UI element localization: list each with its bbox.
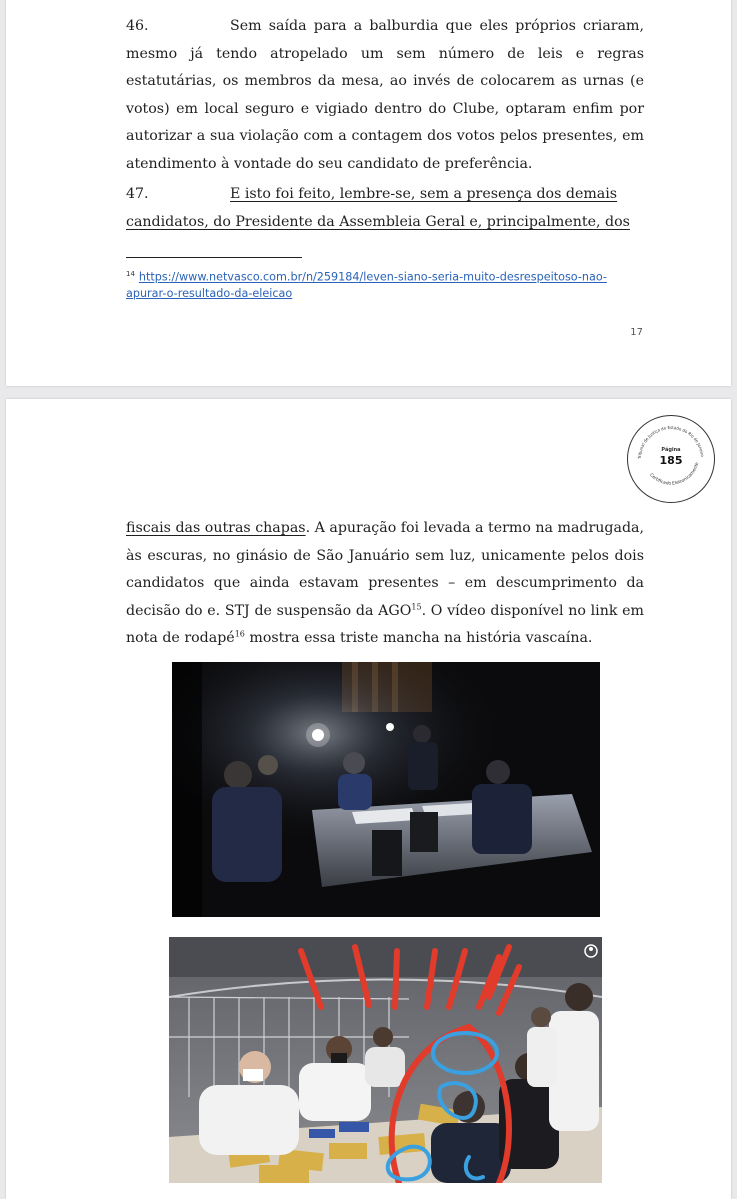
paragraph-text: mostra essa triste mancha na história vascaína. (244, 630, 593, 646)
paragraph-text: . A apuração foi levada a termo na madrugada, às escuras, no ginásio de São Januário sem luz, unicamente pelos dois candidatos que ainda estavam presentes – em descumprimento da decisão do e. STJ de suspensão da AGO (126, 520, 645, 619)
footnote-marker: 14 (126, 270, 135, 278)
court-certification-stamp (627, 415, 715, 503)
footnote-14 (126, 266, 646, 302)
underlined-text: fiscais das outras chapas (126, 520, 306, 536)
stamp-bottom-text: Certificado Eletronicamente (648, 461, 701, 487)
paragraph-text: Sem saída para a balburdia que eles próprios criaram, mesmo já tendo atropelado um sem número de leis e regras estatutárias, os membros da mesa, ao invés de colocarem as urnas (e votos) em local seguro e vigiado dentro do Clube, optaram enfim por autorizar a sua violação com a contagem dos votos pelos presentes, em atendimento à vontade do seu candidato de preferência. (126, 18, 644, 172)
paragraph-text-line1: E isto foi feito, lembre-se, sem a presença dos demais (230, 186, 618, 202)
paragraph-47-continuation (126, 515, 644, 653)
paragraph-46 (126, 13, 644, 178)
paragraph-text-line2: candidatos, do Presidente da Assembleia Geral e, principalmente, dos (126, 213, 630, 230)
document-page-17 (6, 0, 731, 386)
photo-dark-vote-counting (172, 662, 600, 917)
stamp-page-number: 185 (659, 454, 683, 467)
stamp-top-text: Tribunal de Justiça do Estado do Rio de Janeiro (636, 424, 705, 460)
footnote-divider (126, 257, 302, 258)
paragraph-47 (126, 181, 644, 236)
footnote-ref-15[interactable]: 15 (411, 601, 422, 611)
paragraph-number: 46. (126, 18, 149, 34)
photo-annotated-vote-counting (169, 937, 602, 1183)
stamp-page-label: Página (661, 447, 681, 453)
footnote-ref-16[interactable]: 16 (234, 629, 245, 639)
footnote-link[interactable]: https://www.netvasco.com.br/n/259184/leven-siano-seria-muito-desrespeitoso-nao-apurar-o-resultado-da-eleicao (126, 270, 607, 300)
page-number: 17 (630, 327, 643, 338)
paragraph-text: . O vídeo disponível no link em nota de rodapé (126, 602, 644, 646)
document-page-185 (6, 399, 731, 1199)
paragraph-number: 47. (126, 186, 149, 202)
